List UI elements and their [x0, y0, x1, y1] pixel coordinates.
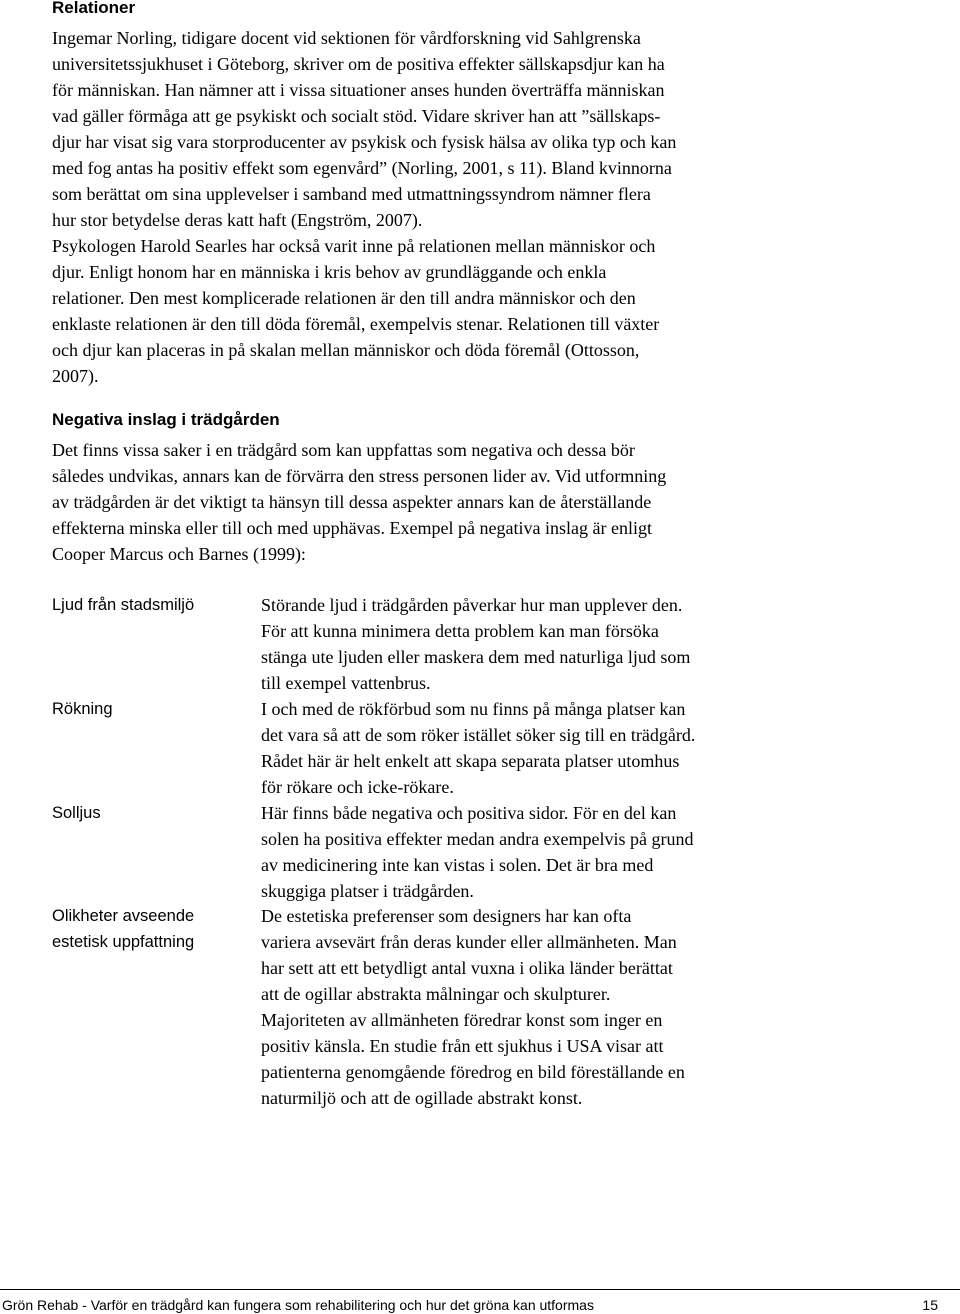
item-desc-line: för rökare och icke-rökare.	[261, 777, 454, 797]
body-line: djur har visat sig vara storproducenter av psykisk och fysisk hälsa av olika typ och kan	[52, 132, 677, 152]
footer-title: Grön Rehab - Varför en trädgård kan fungera som rehabilitering och hur det gröna kan utformas	[2, 1297, 594, 1313]
item-desc-line: Här finns både negativa och positiva sidor. För en del kan	[261, 803, 677, 823]
body-line: således undvikas, annars kan de förvärra den stress personen lider av. Vid utformning	[52, 466, 667, 486]
item-desc-line: patienterna genomgående föredrog en bild föreställande en	[261, 1062, 685, 1082]
item-label: Rökning	[52, 700, 113, 718]
item-desc-line: variera avsevärt från deras kunder eller allmänheten. Man	[261, 932, 677, 952]
body-line: för människan. Han nämner att i vissa situationer anses hunden överträffa människan	[52, 80, 665, 100]
section-heading-negativa-inslag: Negativa inslag i trädgården	[52, 410, 280, 429]
item-desc-line: Rådet här är helt enkelt att skapa separata platser utomhus	[261, 751, 680, 771]
item-desc-line: till exempel vattenbrus.	[261, 673, 431, 693]
item-desc-line: har sett att ett betydligt antal vuxna i olika länder berättat	[261, 958, 673, 978]
body-line: och djur kan placeras in på skalan mellan människor och döda föremål (Ottosson,	[52, 340, 640, 360]
item-desc-line: De estetiska preferenser som designers har kan ofta	[261, 906, 632, 926]
item-label: estetisk uppfattning	[52, 933, 195, 951]
item-desc-line: av medicinering inte kan vistas i solen. Det är bra med	[261, 855, 654, 875]
body-line: effekterna minska eller till och med upphävas. Exempel på negativa inslag är enligt	[52, 518, 652, 538]
item-desc-line: att de ogillar abstrakta målningar och skulpturer.	[261, 984, 611, 1004]
body-line: 2007).	[52, 366, 99, 386]
body-line: med fog antas ha positiv effekt som egenvård” (Norling, 2001, s 11). Bland kvinnorna	[52, 158, 672, 178]
item-desc-line: det vara så att de som röker istället söker sig till en trädgård.	[261, 725, 696, 745]
body-line: Cooper Marcus och Barnes (1999):	[52, 544, 306, 564]
item-label: Ljud från stadsmiljö	[52, 596, 195, 614]
body-line: relationer. Den mest komplicerade relationen är den till andra människor och den	[52, 288, 636, 308]
item-desc-line: positiv känsla. En studie från ett sjukhus i USA visar att	[261, 1036, 664, 1056]
item-desc-line: För att kunna minimera detta problem kan man försöka	[261, 621, 659, 641]
item-desc-line: Majoriteten av allmänheten föredrar konst som inger en	[261, 1010, 663, 1030]
body-line: Psykologen Harold Searles har också varit inne på relationen mellan människor och	[52, 236, 656, 256]
body-line: Ingemar Norling, tidigare docent vid sektionen för vårdforskning vid Sahlgrenska	[52, 28, 641, 48]
item-label: Olikheter avseende	[52, 907, 195, 925]
item-desc-line: Störande ljud i trädgården påverkar hur man upplever den.	[261, 595, 683, 615]
body-line: hur stor betydelse deras katt haft (Engström, 2007).	[52, 210, 423, 230]
item-label: Solljus	[52, 804, 101, 822]
item-desc-line: stänga ute ljuden eller maskera dem med naturliga ljud som	[261, 647, 691, 667]
item-desc-line: solen ha positiva effekter medan andra exempelvis på grund	[261, 829, 694, 849]
body-line: Det finns vissa saker i en trädgård som kan uppfattas som negativa och dessa bör	[52, 440, 635, 460]
page-number: 15	[922, 1297, 938, 1313]
item-desc-line: I och med de rökförbud som nu finns på många platser kan	[261, 699, 686, 719]
section-heading-relationer: Relationer	[52, 0, 136, 17]
body-line: av trädgården är det viktigt ta hänsyn till dessa aspekter annars kan de återställande	[52, 492, 652, 512]
body-line: vad gäller förmåga att ge psykiskt och socialt stöd. Vidare skriver han att ”sällskaps-	[52, 106, 661, 126]
body-line: djur. Enligt honom har en människa i kris behov av grundläggande och enkla	[52, 262, 607, 282]
body-line: universitetssjukhuset i Göteborg, skriver om de positiva effekter sällskapsdjur kan ha	[52, 54, 665, 74]
item-desc-line: skuggiga platser i trädgården.	[261, 881, 474, 901]
body-line: som berättat om sina upplevelser i samband med utmattningssyndrom nämner flera	[52, 184, 651, 204]
footer-divider	[0, 1289, 960, 1290]
body-line: enklaste relationen är den till döda föremål, exempelvis stenar. Relationen till växter	[52, 314, 660, 334]
item-desc-line: naturmiljö och att de ogillade abstrakt konst.	[261, 1088, 583, 1108]
